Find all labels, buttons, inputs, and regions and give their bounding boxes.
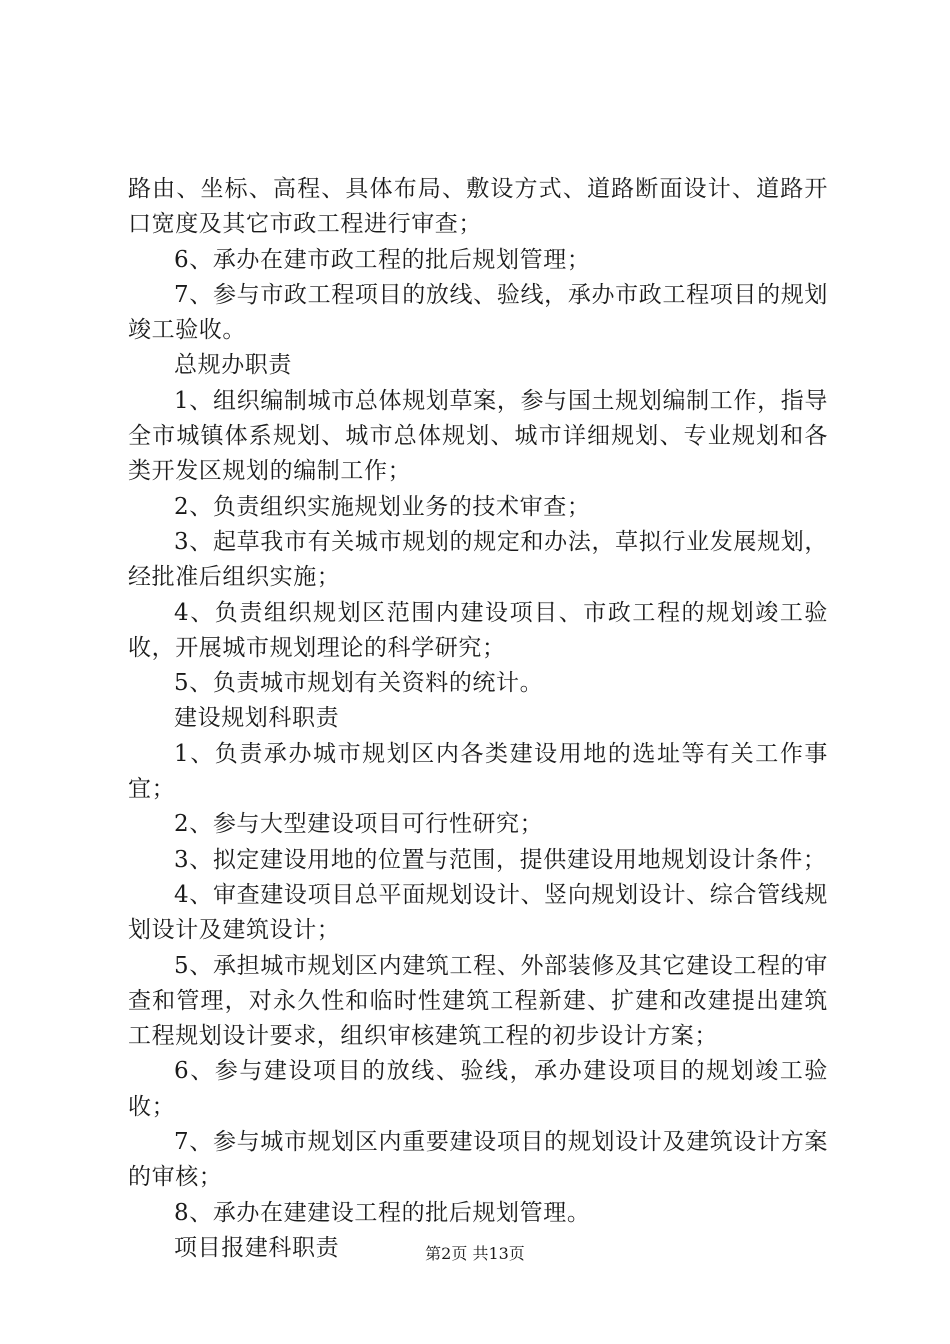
paragraph: 3、拟定建设用地的位置与范围，提供建设用地规划设计条件； bbox=[174, 846, 827, 873]
section-heading: 总规办职责 bbox=[174, 352, 292, 379]
paragraph: 4、审查建设项目总平面规划设计、竖向规划设计、综合管线规划设计及建筑设计； bbox=[128, 881, 828, 944]
section-heading: 项目报建科职责 bbox=[174, 1234, 340, 1261]
paragraph: 8、承办在建建设工程的批后规划管理。 bbox=[174, 1199, 591, 1226]
paragraph: 7、参与城市规划区内重要建设项目的规划设计及建筑设计方案的审核； bbox=[128, 1129, 828, 1191]
paragraph: 5、承担城市规划区内建筑工程、外部装修及其它建设工程的审查和管理，对永久性和临时性建筑工程新建、扩建和改建提出建筑工程规划设计要求，组织审核建筑工程的初步设计方案； bbox=[128, 952, 828, 1050]
page-number-label: 第2页 共13页 bbox=[425, 1244, 525, 1263]
paragraph: 2、负责组织实施规划业务的技术审查； bbox=[174, 493, 591, 520]
document-body bbox=[128, 172, 828, 1266]
paragraph: 6、承办在建市政工程的批后规划管理； bbox=[174, 246, 591, 273]
paragraph: 6、参与建设项目的放线、验线，承办建设项目的规划竣工验收； bbox=[128, 1058, 828, 1120]
paragraph: 2、参与大型建设项目可行性研究； bbox=[174, 811, 544, 838]
section-heading: 建设规划科职责 bbox=[174, 705, 340, 732]
paragraph: 路由、坐标、高程、具体布局、敷设方式、道路断面设计、道路开口宽度及其它市政工程进行审查； bbox=[128, 176, 828, 238]
paragraph: 7、参与市政工程项目的放线、验线，承办市政工程项目的规划竣工验收。 bbox=[128, 281, 828, 344]
paragraph: 1、负责承办城市规划区内各类建设用地的选址等有关工作事宜； bbox=[128, 740, 828, 803]
paragraph: 4、负责组织规划区范围内建设项目、市政工程的规划竣工验收，开展城市规划理论的科学研究； bbox=[128, 599, 828, 661]
paragraph: 5、负责城市规划有关资料的统计。 bbox=[174, 670, 544, 697]
page-footer bbox=[0, 1243, 950, 1265]
paragraph: 3、起草我市有关城市规划的规定和办法，草拟行业发展规划，经批准后组织实施； bbox=[128, 528, 828, 591]
paragraph: 1、组织编制城市总体规划草案，参与国土规划编制工作，指导全市城镇体系规划、城市总体规划、城市详细规划、专业规划和各类开发区规划的编制工作； bbox=[128, 387, 828, 485]
